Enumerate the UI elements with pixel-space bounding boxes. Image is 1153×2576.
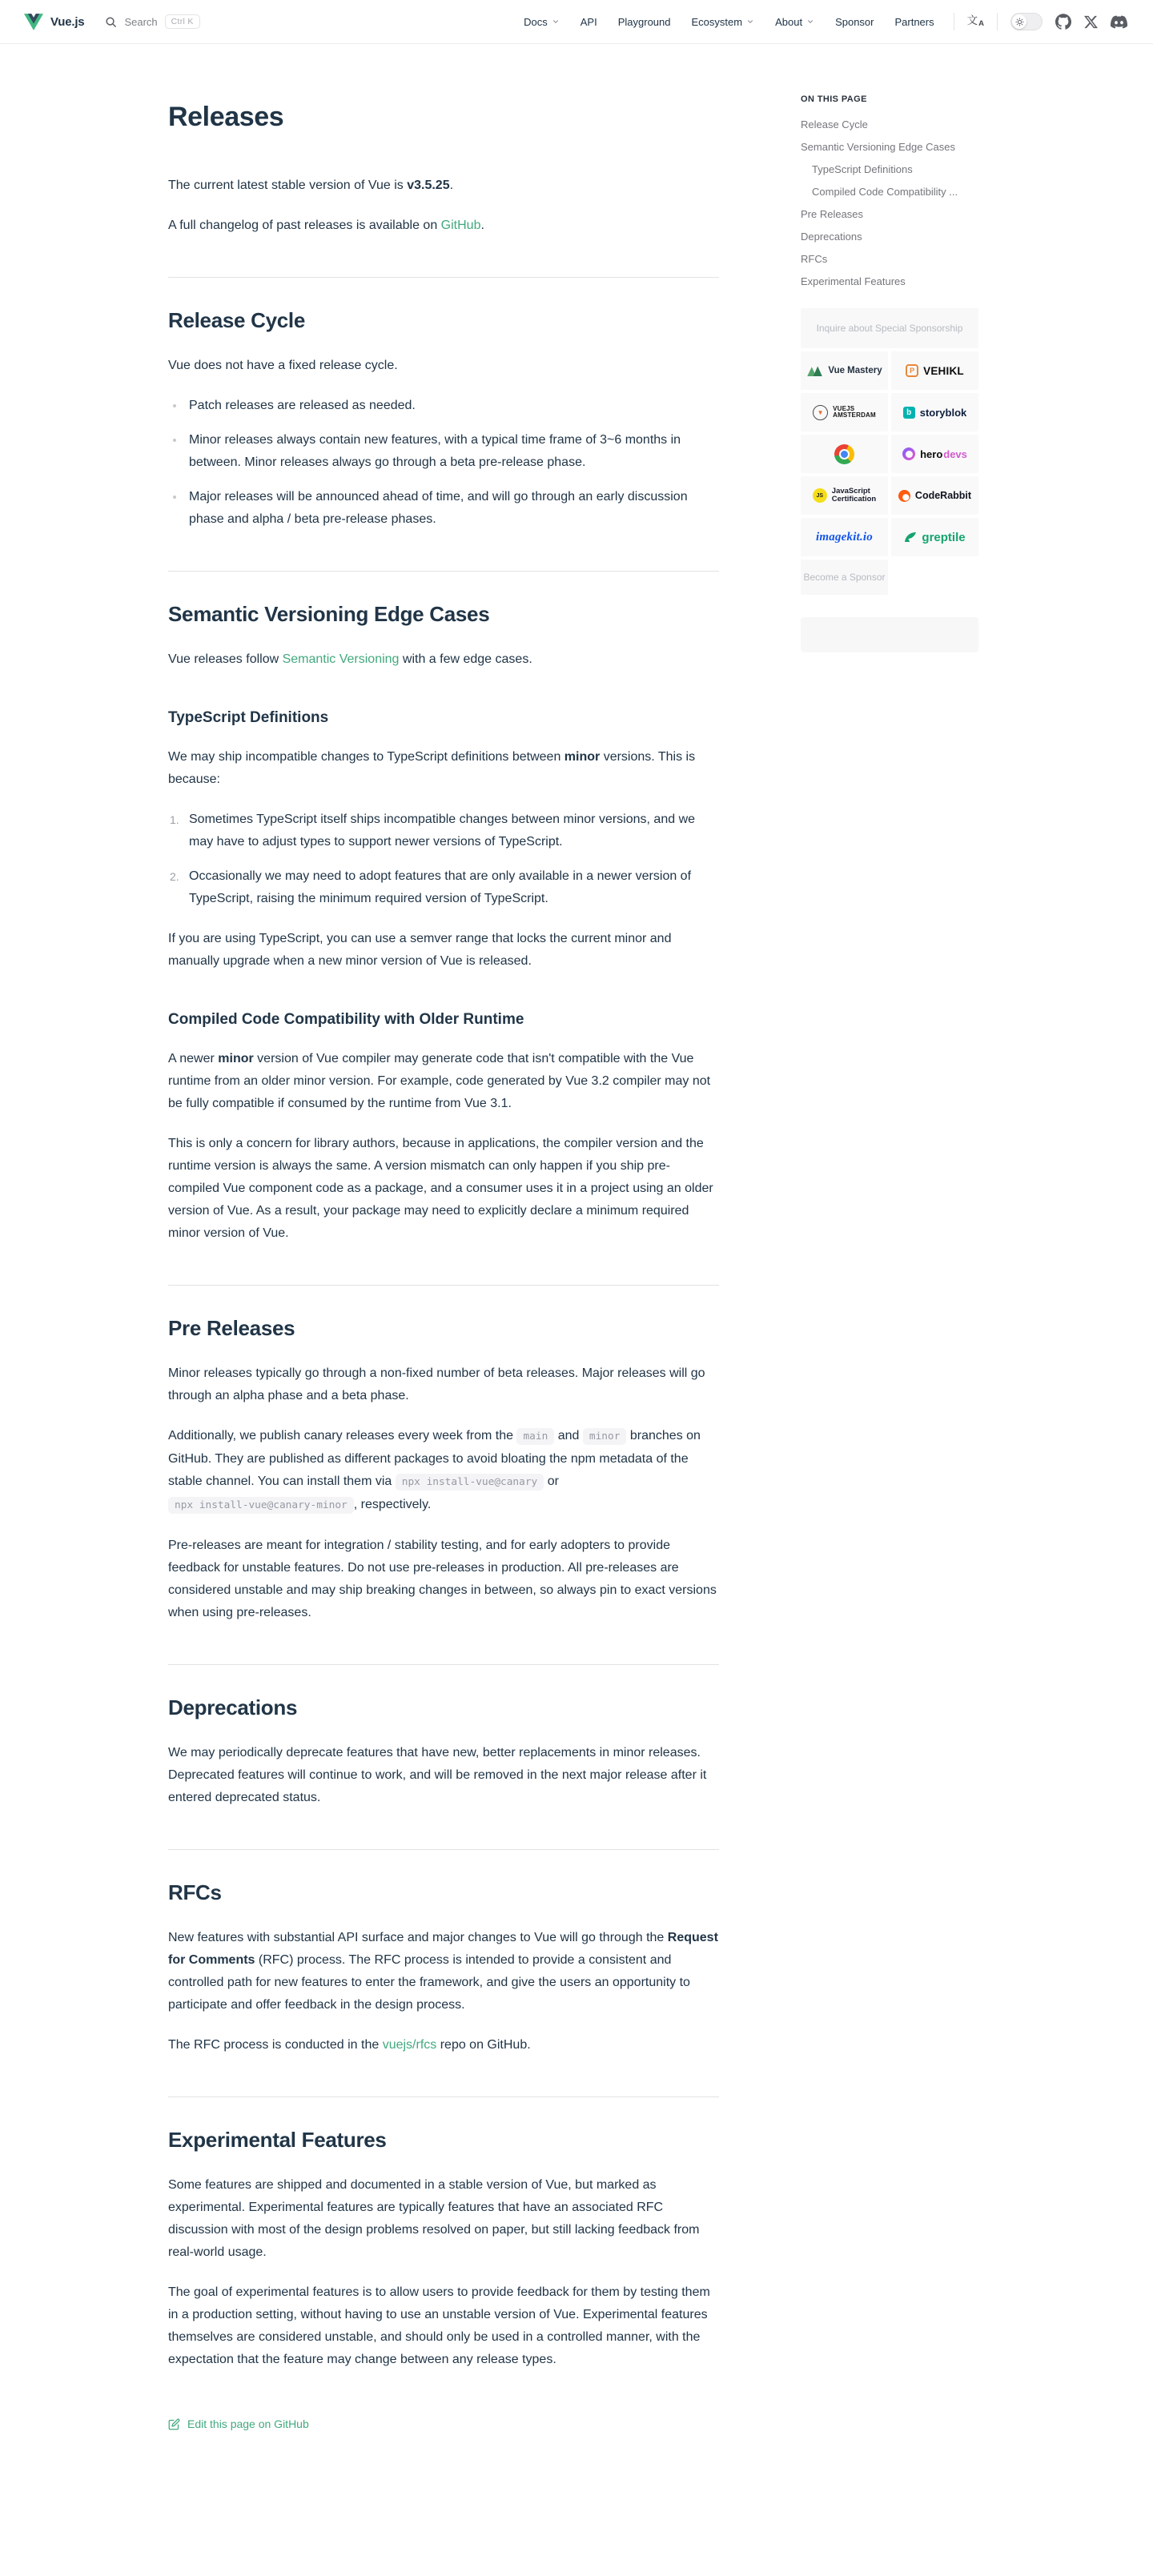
sponsor-storyblok[interactable]: b storyblok (891, 393, 978, 431)
toc-item-compiled-code-compat[interactable]: Compiled Code Compatibility ... (812, 185, 958, 198)
heading-semver-edge-cases: Semantic Versioning Edge Cases (168, 602, 490, 626)
section-rfcs (168, 1849, 719, 2056)
search-label: Search (124, 15, 158, 28)
imagekit-logo: imagekit.io (816, 530, 873, 544)
toc-item-experimental-features[interactable]: Experimental Features (801, 275, 906, 287)
chevron-down-icon (746, 18, 754, 26)
nav-controls (954, 13, 1127, 30)
sponsor-coderabbit[interactable]: CodeRabbit (891, 476, 978, 515)
sponsors-grid (801, 351, 978, 556)
translate-button[interactable]: 文 A (966, 14, 984, 29)
section-semver-edge-cases (168, 571, 719, 1245)
vue-logo-icon (24, 14, 43, 30)
nav-divider (997, 13, 998, 30)
pre-releases-paragraph-1: Minor releases typically go through a non-fixed number of beta releases. Major releases will go through an alpha phase and a beta phase. (168, 1366, 705, 1402)
vuejs-amsterdam-logo-icon: ▼ (813, 405, 828, 420)
section-release-cycle (168, 277, 719, 531)
experimental-paragraph-1: Some features are shipped and documented in a stable version of Vue, but marked as experimental. Experimental features are typically features that have an associated RFC discussion with most of the design problems resolved on paper, but still lacking feedback from real-world usage. (168, 2178, 700, 2259)
list-item: Sometimes TypeScript itself ships incompatible changes between minor versions, and we may have to adjust types to support newer versions of TypeScript. (189, 813, 696, 849)
semantic-versioning-link[interactable]: Semantic Versioning (282, 652, 400, 666)
pre-releases-paragraph-3: Pre-releases are meant for integration / stability testing, and for early adopters to provide feedback for unstable features. Do not use pre-releases in production. All pre-releases are considered unstable and may ship breaking changes in between, so always pin to exact versions when using pre-releases. (168, 1539, 717, 1619)
sponsor-chrome[interactable] (801, 435, 888, 473)
chrome-logo-icon (834, 444, 854, 464)
discord-link[interactable] (1111, 14, 1127, 30)
heading-experimental-features: Experimental Features (168, 2128, 387, 2152)
nav-item-about[interactable]: About (775, 16, 814, 28)
storyblok-logo-icon: b (903, 407, 915, 419)
nav-item-sponsor[interactable]: Sponsor (835, 15, 874, 28)
sponsor-vue-mastery[interactable]: Vue Mastery (801, 351, 888, 390)
pre-releases-paragraph-2: Additionally, we publish canary releases every week from the main and minor branches on GitHub. They are published as different packages to avoid bloating the npm metadata of the stable channel. You can install them via npx install-vue@canary or npx install-vue@canary-minor , respectively. (168, 1425, 719, 1517)
chevron-down-icon (806, 18, 814, 26)
intro-paragraph-2: A full changelog of past releases is available on GitHub. (168, 219, 484, 232)
sponsors-panel (801, 308, 978, 595)
search-icon (105, 16, 117, 28)
code-install-canary-minor: npx install-vue@canary-minor (168, 1497, 354, 1514)
table-of-contents (801, 113, 978, 292)
nav-item-playground[interactable]: Playground (617, 15, 671, 28)
list-item: Major releases will be announced ahead of time, and will go through an early discussion phase and alpha / beta pre-release phases. (168, 486, 719, 531)
rfcs-paragraph-2: The RFC process is conducted in the vuejs/rfcs repo on GitHub. (168, 2038, 531, 2052)
typescript-paragraph-2: If you are using TypeScript, you can use a semver range that locks the current minor and manually upgrade when a new minor version of Vue is released. (168, 932, 672, 968)
code-minor-branch: minor (583, 1428, 627, 1445)
section-deprecations (168, 1664, 719, 1809)
nav-item-partners[interactable]: Partners (894, 15, 934, 28)
heading-rfcs: RFCs (168, 1880, 222, 1904)
right-sidebar (801, 94, 978, 652)
toc-item-semver-edge-cases[interactable]: Semantic Versioning Edge Cases (801, 140, 955, 153)
rfcs-paragraph-1: New features with substantial API surface and major changes to Vue will go through the Request for Comments (RFC) process. The RFC process is intended to provide a consistent and controlled path for new features to enter the framework, and give the users an opportunity to participate and offer feedback in the design process. (168, 1931, 718, 2012)
latest-version: v3.5.25 (407, 179, 450, 192)
search-shortcut: Ctrl K (165, 14, 200, 29)
chevron-down-icon (552, 18, 560, 26)
x-twitter-icon (1084, 15, 1098, 29)
translate-icon: 文 (966, 14, 978, 27)
section-pre-releases (168, 1285, 719, 1624)
github-link[interactable] (1055, 14, 1071, 30)
code-main-branch: main (516, 1428, 554, 1445)
release-cycle-list (168, 395, 719, 531)
sponsor-imagekit[interactable] (801, 518, 888, 556)
semver-paragraph: Vue releases follow Semantic Versioning with a few edge cases. (168, 652, 532, 666)
nav-item-ecosystem[interactable]: Ecosystem (692, 16, 755, 28)
on-this-page-title: ON THIS PAGE (801, 94, 867, 104)
heading-typescript-definitions: TypeScript Definitions (168, 709, 329, 726)
toc-item-deprecations[interactable]: Deprecations (801, 230, 862, 243)
compiled-paragraph-2: This is only a concern for library authors, because in applications, the compiler version and the runtime version is always the same. A version mismatch can only happen if you ship pre-compiled Vue component code as a package, and a consumer uses it in a project using an older version of Vue. As a result, your package may need to explicitly declare a minimum required minor version of Vue. (168, 1137, 713, 1240)
list-item: Occasionally we may need to adopt features that are only available in a newer version of TypeScript, raising the minimum required version of TypeScript. (189, 869, 692, 905)
theme-toggle-knob (1012, 14, 1026, 29)
release-cycle-paragraph: Vue does not have a fixed release cycle. (168, 359, 398, 372)
github-icon (1055, 14, 1071, 30)
doc-content (168, 101, 719, 2430)
sun-icon (1015, 18, 1024, 26)
sponsor-herodevs[interactable]: hero devs (891, 435, 978, 473)
edit-page-link[interactable]: Edit this page on GitHub (168, 2418, 309, 2430)
typescript-paragraph-1: We may ship incompatible changes to TypeScript definitions between minor versions. This is because: (168, 750, 696, 786)
become-sponsor-cta[interactable]: Become a Sponsor (801, 560, 888, 595)
brand-name: Vue.js (50, 14, 85, 29)
vuejs-rfcs-link[interactable]: vuejs/rfcs (382, 2038, 437, 2052)
nav-item-docs[interactable]: Docs (524, 16, 560, 28)
special-sponsorship-cta[interactable]: Inquire about Special Sponsorship (801, 308, 978, 348)
brand-home-link[interactable] (24, 14, 84, 30)
edit-icon (168, 2418, 180, 2430)
section-experimental-features (168, 2097, 719, 2371)
nav-links (524, 16, 934, 28)
ad-placeholder (801, 617, 978, 652)
top-navbar (0, 0, 1153, 44)
experimental-paragraph-2: The goal of experimental features is to allow users to provide feedback for them by testing them in a production setting, without having to use an unstable version of Vue. Experimental features themselves are considered unstable, and should only be used in a controlled manner, with the expectation that the feature may change between any release types. (168, 2285, 710, 2366)
toc-item-release-cycle[interactable]: Release Cycle (801, 118, 868, 130)
javascript-certification-logo-icon: JS (813, 488, 827, 503)
typescript-reasons-list (168, 809, 719, 910)
coderabbit-logo-icon (898, 490, 910, 502)
theme-toggle[interactable] (1010, 13, 1043, 30)
page-title: Releases (168, 102, 284, 132)
search-button[interactable] (105, 14, 199, 29)
heading-release-cycle: Release Cycle (168, 308, 306, 332)
github-changelog-link[interactable]: GitHub (440, 219, 481, 232)
sponsor-greptile[interactable]: greptile (891, 518, 978, 556)
heading-pre-releases: Pre Releases (168, 1316, 295, 1340)
code-install-canary: npx install-vue@canary (396, 1474, 544, 1491)
sponsor-js-certification[interactable]: JS JavaScript Certification (801, 476, 888, 515)
greptile-logo-icon (904, 532, 917, 543)
heading-compiled-code-compat: Compiled Code Compatibility with Older Runtime (168, 1011, 524, 1028)
compiled-paragraph-1: A newer minor version of Vue compiler may generate code that isn't compatible with the Vue runtime from an older minor version. For example, code generated by Vue 3.2 compiler may not be fully compatible if consumed by the runtime from Vue 3.1. (168, 1052, 711, 1110)
list-item: Minor releases always contain new features, with a typical time frame of 3~6 months in between. Minor releases always go through a beta pre-release phase. (168, 429, 719, 474)
intro-paragraph-1: The current latest stable version of Vue is v3.5.25. (168, 179, 454, 192)
list-item: Patch releases are released as needed. (168, 395, 719, 417)
toc-item-rfcs[interactable]: RFCs (801, 252, 828, 265)
nav-item-api[interactable]: API (580, 15, 597, 28)
toc-item-pre-releases[interactable]: Pre Releases (801, 207, 864, 220)
toc-item-typescript-definitions[interactable]: TypeScript Definitions (812, 163, 913, 175)
deprecations-paragraph: We may periodically deprecate features that have new, better replacements in minor releases. Deprecated features will continue to work, and will be removed in the next major release after it entered deprecated status. (168, 1746, 707, 1804)
vue-mastery-logo-icon (806, 366, 823, 376)
sponsor-vuejs-amsterdam[interactable]: ▼ VUEJS AMSTERDAM (801, 393, 888, 431)
x-twitter-link[interactable] (1084, 15, 1098, 29)
sponsor-vehikl[interactable]: P VEHIKL (891, 351, 978, 390)
discord-icon (1111, 14, 1127, 30)
heading-deprecations: Deprecations (168, 1695, 298, 1719)
page-footer (168, 2418, 719, 2430)
herodevs-logo-icon (902, 447, 915, 460)
vehikl-logo-icon: P (906, 364, 918, 377)
